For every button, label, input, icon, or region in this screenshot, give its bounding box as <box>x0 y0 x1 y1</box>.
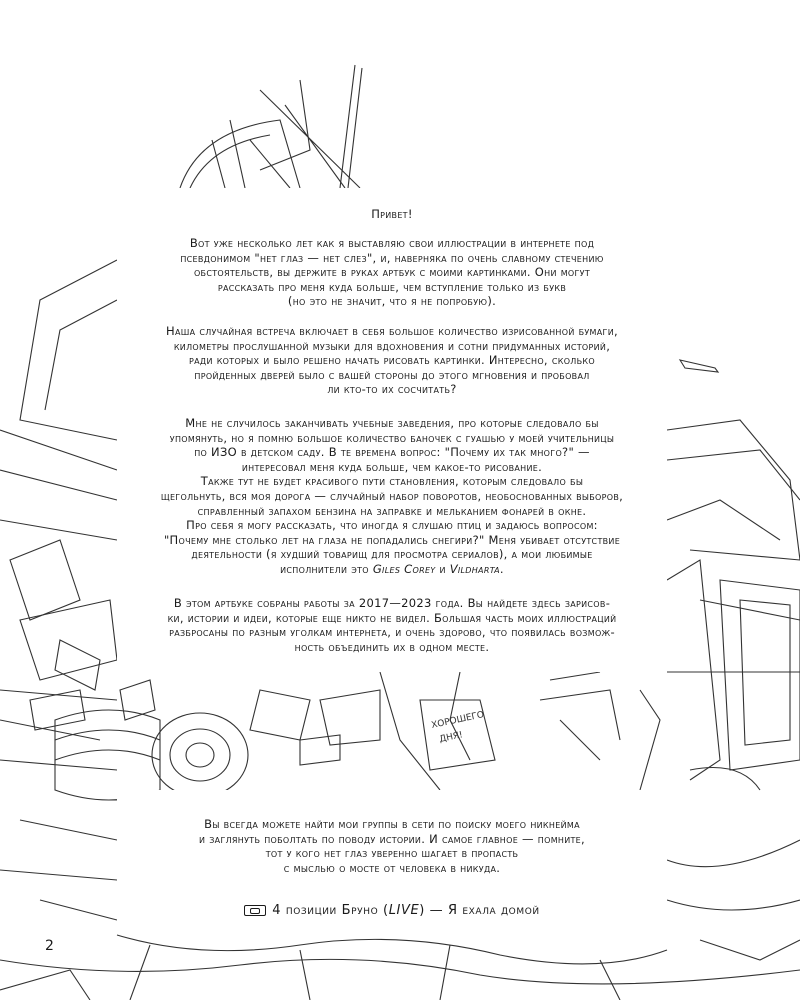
outro-panel <box>117 790 667 932</box>
text-line: упомянуть, но я помню большое количество баночек с гуашью у моей учительницы <box>169 430 615 445</box>
text-line: и заглянуть поболтать по поводу истории. И самое главное — помните, <box>199 831 585 846</box>
text-line: Также тут не будет красивого пути становления, которым следовало бы <box>200 474 584 489</box>
text-line-artists <box>117 562 667 577</box>
intro-paragraph-4 <box>117 596 667 654</box>
text-line: пройденных дверей было с вашей стороны до этого мгновения и пробовал <box>194 367 590 382</box>
artist-name: Giles Corey <box>372 561 436 576</box>
text-line: Вы всегда можете найти мои группы в сети по поиску моего никнейма <box>204 817 580 831</box>
track-prefix: 4 позиции Бруно ( <box>272 903 389 918</box>
text-line: рассказать про меня куда больше, чем вступление только из букв <box>217 279 567 294</box>
text-line: ли кто-то их сосчитать? <box>327 382 457 397</box>
text-line: ки, истории и идеи, которые еще никто не видел. Большая часть моих иллюстраций <box>167 610 617 625</box>
outro-paragraph <box>117 817 667 875</box>
text-line: Про себя я могу рассказать, что иногда я слушаю птиц и задаюсь вопросом: <box>186 518 598 533</box>
artists-and: и <box>435 561 450 576</box>
artist-name: Vildharta <box>449 561 500 576</box>
page-number: 2 <box>45 938 54 954</box>
text-line: Наша случайная встреча включает в себя большое количество изрисованной бумаги, <box>166 324 618 338</box>
text-line: ради которых и было решено начать рисовать картинки. Интересно, сколько <box>189 353 595 368</box>
text-line: километры прослушанной музыки для вдохновения и сотни придуманных историй, <box>173 338 611 353</box>
text-line: ность объединить их в одном месте. <box>294 639 490 654</box>
greeting: Привет! <box>371 207 413 221</box>
text-line: псевдонимом "нет глаз — нет слез", и, наверняка по очень славному стечению <box>180 250 604 265</box>
text-line: "Почему мне столько лет на глаза не попадались снегири?" Меня убивает отсутствие <box>163 532 621 547</box>
text-line: разбросаны по разным уголкам интернета, и очень здорово, что появилась возмож- <box>169 625 615 640</box>
bag-text-line2: ДНЯ! <box>438 730 464 745</box>
artists-end: . <box>499 561 504 576</box>
text-line: тот у кого нет глаз уверенно шагает в пропасть <box>265 846 519 861</box>
cassette-icon <box>244 905 266 916</box>
intro-paragraph-2 <box>117 324 667 397</box>
text-line: (но это не значит, что я не попробую). <box>287 294 497 309</box>
bag-text-line1: ХОРОШЕГО <box>430 709 486 731</box>
text-line: Вот уже несколько лет как я выставляю свои иллюстрации в интернете под <box>189 236 595 250</box>
text-line: щегольнуть, вся моя дорога — случайный набор поворотов, необоснованных выборов, <box>160 488 624 503</box>
text-line: справленный запахом бензина на заправке и мельканием фонарей в окне. <box>197 503 587 518</box>
text-line: обстоятельств, вы держите в руках артбук с моими картинками. Они могут <box>193 265 591 280</box>
text-line: по ИЗО в детском саду. В те времена вопрос: "Почему их так много?" — <box>194 445 590 460</box>
text-line: Мне не случилось заканчивать учебные заведения, про которые следовало бы <box>185 416 599 430</box>
track-suffix: ) — Я ехала домой <box>419 903 540 918</box>
intro-panel <box>117 188 667 672</box>
text-line: с мыслью о мосте от человека в никуда. <box>283 860 501 875</box>
now-playing-track <box>117 903 667 918</box>
text-line: В этом артбуке собраны работы за 2017—2023 года. Вы найдете здесь зарисов- <box>173 596 611 610</box>
track-live: LIVE <box>388 903 420 918</box>
artists-prefix: исполнители это <box>280 561 373 576</box>
intro-paragraph-3 <box>117 416 667 577</box>
text-line: деятельности (я худший товарищ для просмотра сериалов), а мои любимые <box>191 547 593 562</box>
intro-paragraph-1 <box>117 236 667 309</box>
text-line: интересовал меня куда больше, чем какое-то рисование. <box>241 459 543 474</box>
